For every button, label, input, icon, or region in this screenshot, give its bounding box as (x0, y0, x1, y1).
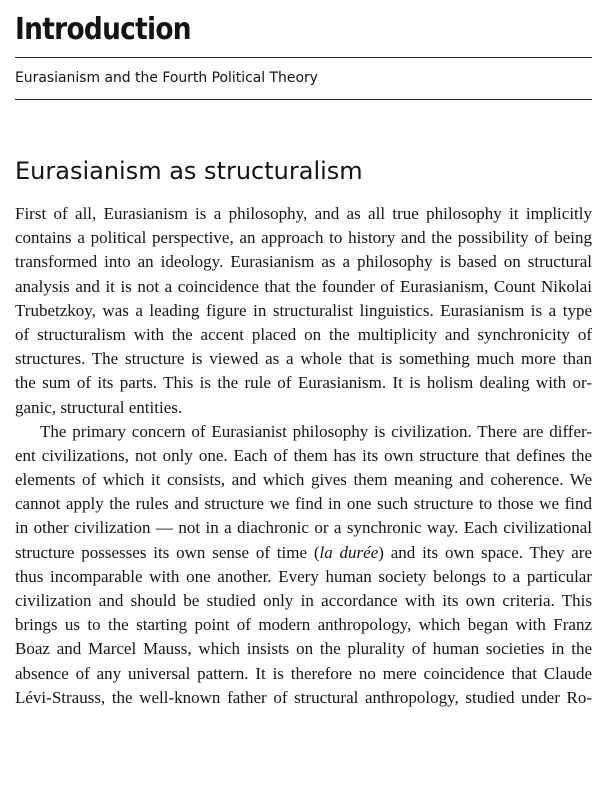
text-line: contains a political perspective, an approach to history and the possibility of being (15, 228, 592, 248)
text-segment: ) and its own space. They are (378, 542, 592, 562)
text-line: The primary concern of Eurasianist philosophy is civilization. There are differ- (40, 421, 592, 441)
text-line: of structuralism with the accent placed on the multiplicity and synchronicity of (15, 324, 592, 344)
text-line: analysis and it is not a coincidence that the founder of Eurasianism, Count Nikolai (15, 276, 592, 296)
chapter-rule-top (15, 57, 592, 58)
text-line: ganic, structural entities. (15, 397, 183, 417)
text-line: thus incomparable with one another. Every human society belongs to a particular (15, 566, 592, 586)
text-line: the sum of its parts. This is the rule of Eurasianism. It is holism dealing with or- (15, 373, 592, 393)
text-line: cannot apply the rules and structure we find in one such structure to those we find (15, 494, 592, 514)
text-line: ent civilizations, not only one. Each of them has its own structure that defines the (15, 445, 592, 465)
text-line: in other civilization — not in a diachronic or a synchronic way. Each civilizational (15, 518, 592, 538)
text-segment: structure possesses its own sense of time ( (15, 542, 320, 562)
text-line: elements of which it consists, and which gives them meaning and coherence. We (15, 470, 592, 490)
chapter-subtitle: Eurasianism and the Fourth Political Theory (15, 70, 318, 86)
text-line: First of all, Eurasianism is a philosophy, and as all true philosophy it implicitly (15, 204, 592, 223)
text-line: Lévi-Strauss, the well-known father of structural anthropology, studied under Ro- (15, 687, 592, 707)
text-line: structures. The structure is viewed as a whole that is something much more than (15, 349, 592, 369)
text-line: absence of any universal pattern. It is therefore no mere coincidence that Claude (15, 663, 592, 683)
text-line: Trubetzkoy, was a leading figure in structuralist linguistics. Eurasianism is a type (15, 300, 592, 320)
text-line: Boaz and Marcel Mauss, which insists on the plurality of human societies in the (15, 639, 592, 659)
chapter-title: Introduction (15, 12, 191, 47)
chapter-rule-bottom (15, 99, 592, 100)
section-heading: Eurasianism as structuralism (15, 157, 363, 185)
paragraph-1 (15, 202, 592, 420)
body-text (15, 202, 592, 710)
text-line-with-italic (15, 541, 592, 565)
paragraph-2 (15, 420, 592, 710)
italic-term: la durée (319, 542, 379, 562)
text-line: brings us to the starting point of modern anthropology, which began with Franz (15, 615, 592, 635)
text-line: civilization and should be studied only in accordance with its own criteria. This (15, 591, 592, 610)
text-line: transformed into an ideology. Eurasianism as a philosophy is based on structural (15, 252, 592, 272)
